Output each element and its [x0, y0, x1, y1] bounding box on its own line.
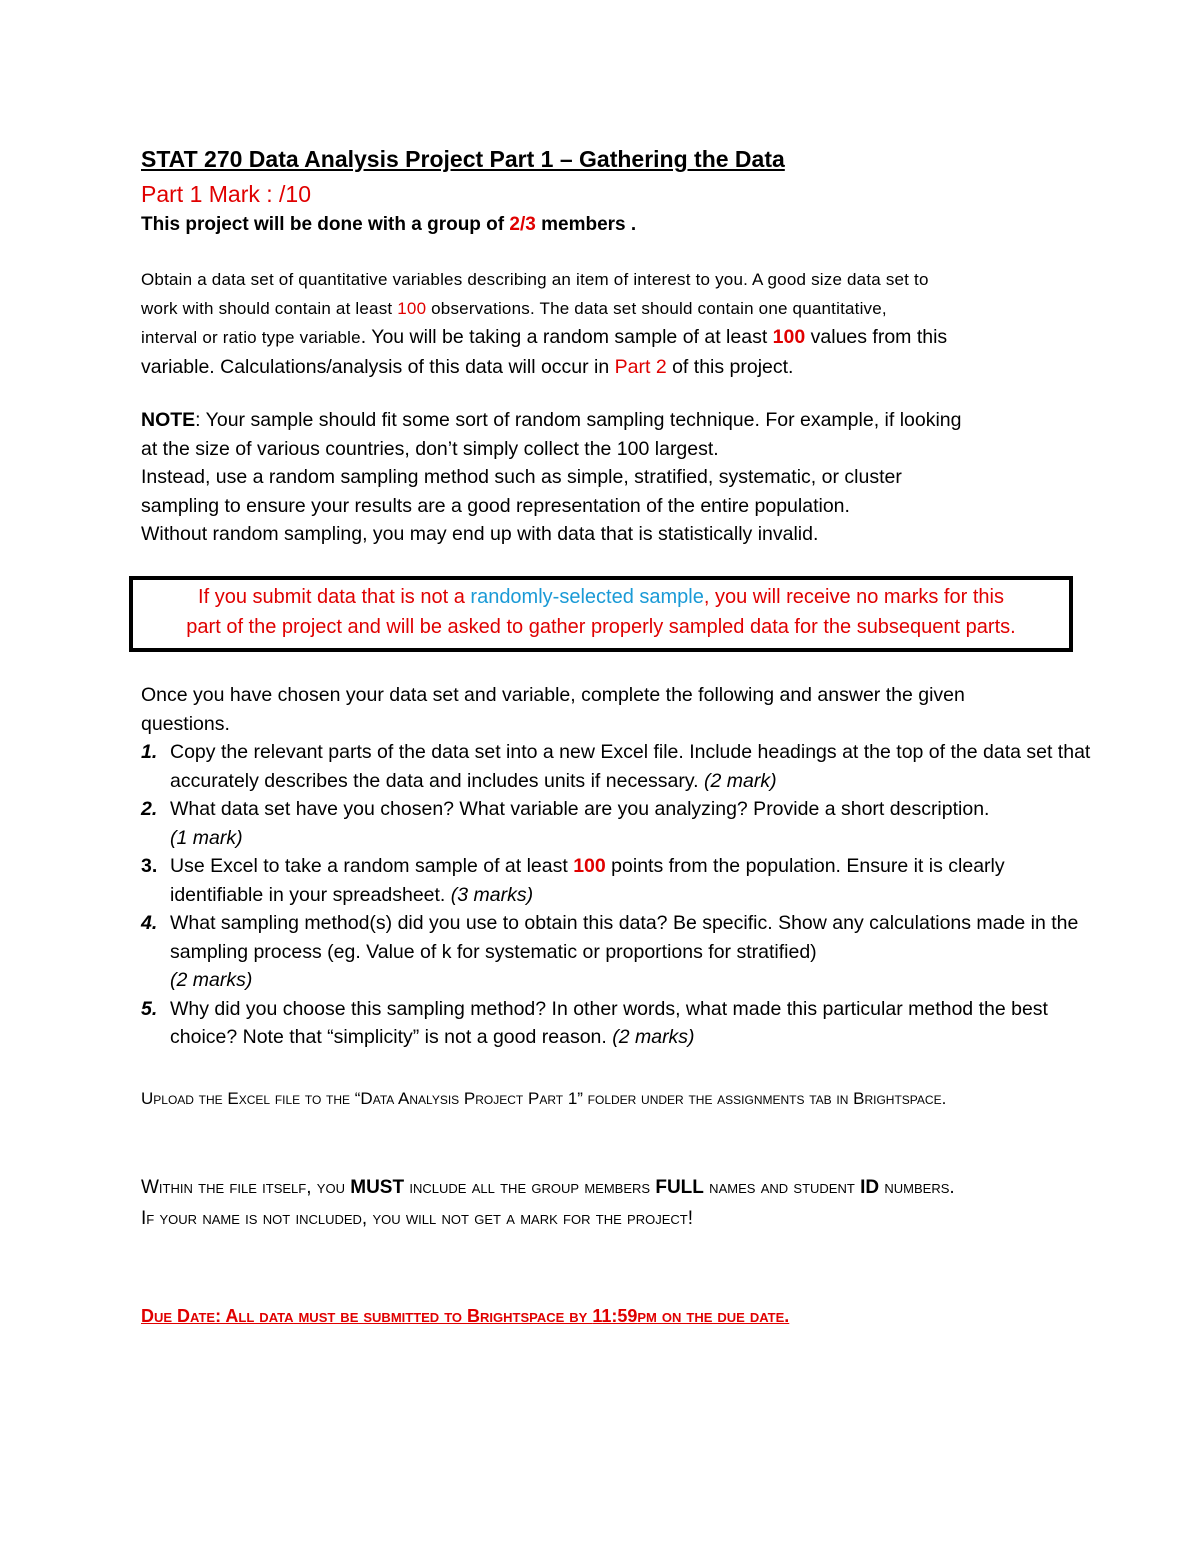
note-line-1: [141, 406, 962, 435]
must-word: MUST: [350, 1177, 405, 1198]
question-list: [141, 738, 1091, 1052]
obtain-line-2-text: work with should contain at least: [141, 298, 398, 318]
obtain-line-4-text: variable. Calculations/analysis of this data will occur in: [141, 355, 615, 378]
note-line-5: Without random sampling, you may end up with data that is statistically invalid.: [141, 523, 819, 545]
names-line-1: [141, 1172, 1091, 1203]
question-number: 1.: [141, 741, 158, 763]
part-2-ref: Part 2: [614, 355, 667, 378]
obtain-line-3-text: . You will be taking a random sample of at least: [360, 326, 773, 348]
note-line-4: sampling to ensure your results are a good representation of the entire population.: [141, 494, 850, 517]
warning-line-2: part of the project and will be asked to gather properly sampled data for the subsequent parts.: [186, 616, 1016, 638]
upload-instruction: Upload the Excel file to the “Data Analysis Project Part 1” folder under the assignments tab in Brightspace.: [141, 1089, 947, 1108]
obtain-line-3-end: values from this: [805, 326, 948, 348]
due-date-text: Due Date: All data must be submitted to Brightspace by: [141, 1306, 593, 1326]
question-item: [141, 738, 1091, 795]
question-text-end: points from the population. Ensure it is clearly identifiable in your spreadsheet.: [170, 855, 1005, 906]
names-text-4: numbers.: [879, 1177, 955, 1198]
question-text: What sampling method(s) did you use to obtain this data? Be specific. Show any calculations made in the sampling process (eg. Value of k for systematic or proportions for stratified): [170, 912, 1079, 963]
obtain-line-3-small: interval or ratio type variable: [141, 328, 361, 347]
question-marks: (3 marks): [450, 883, 534, 906]
question-number: 5.: [141, 997, 158, 1020]
id-word: ID: [860, 1177, 880, 1198]
page-title: STAT 270 Data Analysis Project Part 1 – Gathering the Data: [141, 146, 785, 172]
question-marks: (1 mark): [170, 826, 243, 849]
obtain-count: 100: [397, 298, 427, 318]
names-requirement: [141, 1172, 1091, 1234]
question-marks: (2 mark): [704, 769, 777, 792]
instructions-intro: [141, 681, 965, 738]
intro-text-end: members .: [535, 214, 637, 235]
question-item: [141, 909, 1091, 995]
once-line-1: Once you have chosen your data set and variable, complete the following and answer the given: [141, 684, 965, 706]
question-marks: (2 marks): [170, 969, 253, 991]
question-marks: (2 marks): [612, 1026, 695, 1048]
full-word: FULL: [655, 1177, 704, 1198]
obtain-line-2: [141, 295, 947, 324]
question-item: [141, 795, 1091, 852]
warning-text: If you submit data that is not a: [198, 586, 471, 608]
question-text: Use Excel to take a random sample of at least: [170, 855, 574, 877]
warning-line-1: [133, 582, 1069, 612]
question-number: 2.: [141, 798, 158, 820]
obtain-line-1: Obtain a data set of quantitative variables describing an item of interest to you. A good size data set to: [141, 270, 929, 289]
question-sample-count: 100: [573, 855, 606, 877]
obtain-line-2-end: observations. The data set should contain one quantitative,: [426, 298, 887, 318]
question-number: 4.: [141, 912, 158, 934]
warning-box: [129, 576, 1073, 652]
obtain-paragraph: [141, 266, 947, 381]
note-line-3: Instead, use a random sampling method such as simple, stratified, systematic, or cluster: [141, 466, 902, 488]
once-line-2: questions.: [141, 712, 230, 735]
due-date: [141, 1306, 789, 1327]
obtain-line-4-end: of this project.: [666, 355, 794, 378]
intro-text: This project will be done with a group of: [141, 214, 510, 235]
warning-highlight: randomly-selected sample: [470, 586, 704, 608]
note-label: NOTE: [141, 409, 196, 431]
question-item: [141, 852, 1091, 909]
mark-line: Part 1 Mark : /10: [141, 181, 312, 207]
names-text-1: Within the file itself, you: [141, 1177, 351, 1198]
note-line-1-text: : Your sample should fit some sort of random sampling technique. For example, if looking: [195, 409, 962, 431]
names-line-2: If your name is not included, you will not get a mark for the project!: [141, 1208, 693, 1229]
group-size: 2/3: [509, 214, 536, 235]
note-line-2: at the size of various countries, don’t simply collect the 100 largest.: [141, 437, 719, 460]
group-intro: [141, 214, 636, 236]
obtain-line-3: [141, 323, 947, 353]
question-text: What data set have you chosen? What variable are you analyzing? Provide a short description.: [170, 798, 990, 820]
sample-count: 100: [772, 326, 806, 348]
question-item: [141, 995, 1091, 1052]
question-text: Why did you choose this sampling method? In other words, what made this particular method the best choice? Note that “simplicity” is not a good reason.: [170, 997, 1048, 1048]
due-date-end: pm on the due date.: [637, 1306, 790, 1326]
obtain-line-4: [141, 353, 947, 382]
note-paragraph: [141, 406, 962, 549]
names-text-3: names and student: [703, 1177, 861, 1198]
question-number: 3.: [141, 855, 158, 877]
names-text-2: include all the group members: [404, 1177, 656, 1198]
due-time: 11:59: [592, 1306, 638, 1326]
warning-text-end: , you will receive no marks for this: [703, 586, 1004, 608]
question-text: Copy the relevant parts of the data set into a new Excel file. Include headings at the top of the data set that accurately describes the data and includes units if necessary.: [170, 741, 1091, 792]
